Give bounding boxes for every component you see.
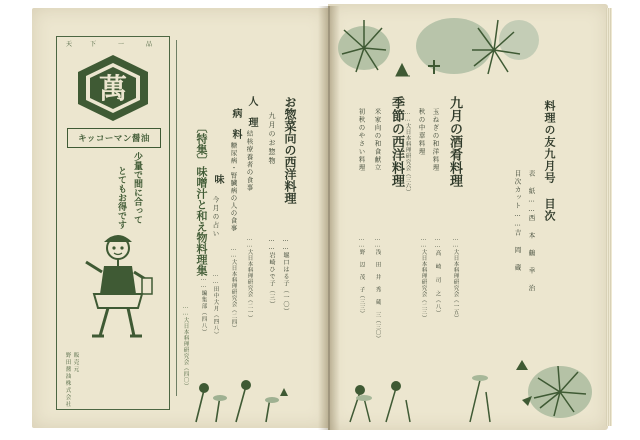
flower-decoration-icon <box>334 10 544 90</box>
season-item1: 米家向の和食献立 <box>373 108 382 172</box>
sake-item1: 玉ねぎの和洋料理 <box>431 108 440 172</box>
cover-credit: 表 紙……西 本 鶴 幸 治 <box>527 170 536 293</box>
mascot-illustration <box>78 232 156 344</box>
sake-title: 九月の酒肴料理 <box>447 96 462 187</box>
logo-char: 萬 <box>98 72 128 105</box>
season-item1-author: ……浅 田 井 秀 蔵 三（三〇） <box>374 236 381 342</box>
ad-slogan-1: 少量で間に合って <box>132 152 142 224</box>
ad-divider <box>176 40 177 396</box>
sake-item2: 秋の中華料理 <box>417 108 426 156</box>
toc-mi-item: 今月の占い <box>211 196 220 239</box>
cut-credit: 目次カット……吉 岡 蔵 <box>513 170 522 272</box>
toc-hito-label: 人 理 <box>246 96 257 127</box>
toc-special-author: ……大日本料理研究会（四〇） <box>182 304 189 389</box>
kikkoman-logo <box>68 52 158 124</box>
toc-western-author2: ……堀口はる子（一〇） <box>282 236 289 315</box>
season-item2-author: ……野 辺 茂 子（三三） <box>358 236 365 317</box>
ad-mark: 天 <box>66 41 75 48</box>
toc-byo-label: 病 料 <box>230 108 241 139</box>
toc-hito-author: ……大日本料理研究会（二一） <box>246 236 253 321</box>
sake-item1-author: ……大日本料理研究会（一五） <box>452 236 459 321</box>
ad-company-2: 販売元 <box>72 352 79 373</box>
flower-decoration-icon <box>176 376 296 426</box>
brand-bar: キッコーマン醤油 <box>67 128 161 148</box>
toc-mi-label: 味 <box>212 174 223 184</box>
magazine-title: 料理の友九月号 目次 <box>543 100 556 222</box>
toc-western-title: お惣菜向の西洋料理 <box>283 96 297 204</box>
flower-decoration-icon <box>340 352 602 426</box>
ad-mark: 品 <box>146 41 155 48</box>
ad-slogan-2: とてもお得です <box>116 166 126 229</box>
page-edge <box>606 8 612 426</box>
toc-shu-author: ……編集部（四八） <box>200 276 207 336</box>
season-item2: 初秋のやさい料理 <box>357 108 366 172</box>
sake-item3-author: ……大日本料理研究会（二三） <box>420 236 427 321</box>
toc-mi-author: ……田中大月（四八） <box>212 272 219 338</box>
ad-company-1: 野田醤油株式会社 <box>64 352 71 408</box>
toc-special-title: 〔特集〕味噌汁と和え物料理集 <box>195 122 208 276</box>
season-item2-extra: ……大日本料理研究会（三六） <box>404 110 411 195</box>
season-title: 季節の西洋料理 <box>389 96 404 187</box>
ad-mark: 一 <box>118 41 127 48</box>
toc-western-sub: 九月のお惣物 <box>268 112 276 166</box>
toc-byo-item: 糖尿病・腎臓病の人の食事 <box>229 142 238 232</box>
ad-mark: 下 <box>90 41 99 48</box>
toc-western-author: ……岩崎ひで子（三） <box>268 236 275 308</box>
sake-item2-author: ……高 崎 司 之（八） <box>434 236 441 317</box>
toc-hito-item: 結核療養者の食事 <box>245 130 254 192</box>
toc-byo-author: ……大日本料理研究会（二四） <box>230 246 237 331</box>
